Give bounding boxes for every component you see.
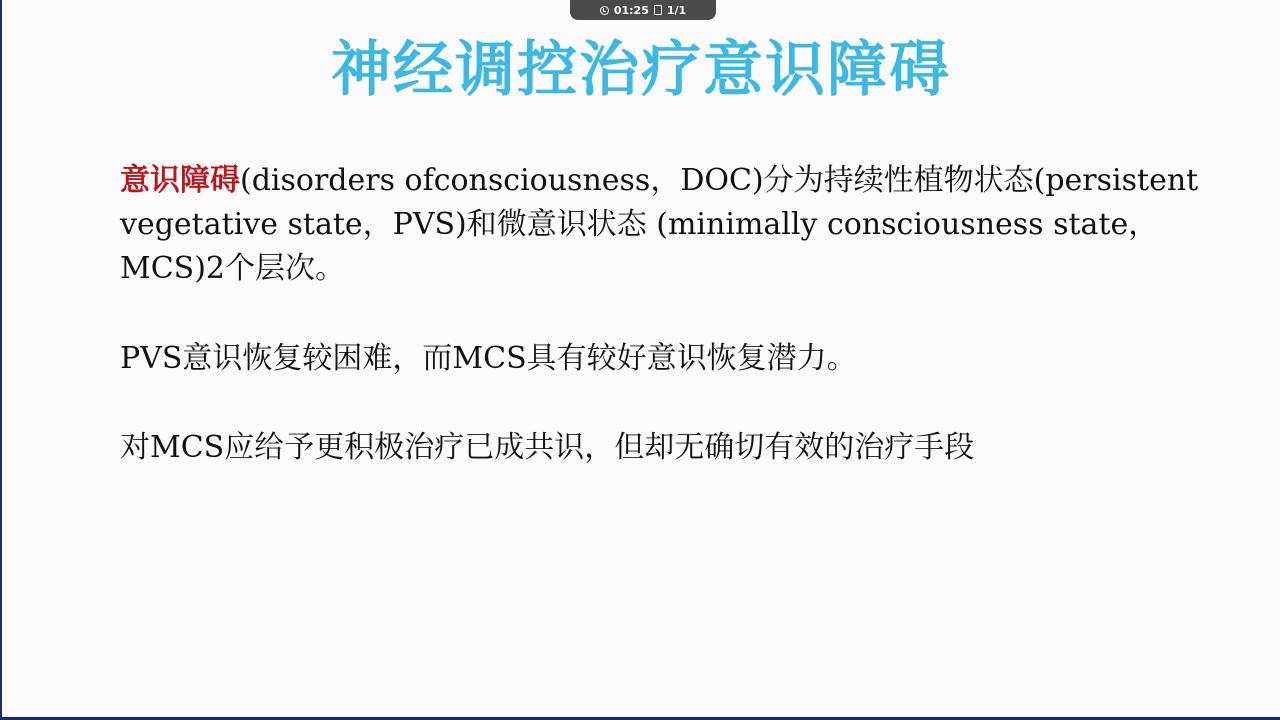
slide-paragraph-1 (120, 159, 1230, 291)
slide-paragraph-2: PVS意识恢复较困难，而MCS具有较好意识恢复潜力。 (120, 341, 857, 376)
slide-title: 神经调控治疗意识障碍 (331, 35, 951, 105)
page-icon (654, 5, 662, 15)
playback-status-bar[interactable] (570, 0, 716, 20)
window-border-left (0, 0, 2, 720)
page-counter: 1/1 (666, 3, 687, 17)
clock-icon (600, 6, 609, 15)
slide-paragraph-3: 对MCS应给予更积极治疗已成共识，但却无确切有效的治疗手段 (120, 430, 975, 465)
paragraph-1-text: (disorders ofconsciousness，DOC)分为持续性植物状态(persistent vegetative state，PVS)和微意识状态 (minimally consciousness state，MCS)2个层次。 (120, 163, 1199, 286)
elapsed-time: 01:25 (613, 3, 649, 17)
presentation-slide (2, 0, 1280, 717)
highlighted-term: 意识障碍 (120, 163, 240, 198)
